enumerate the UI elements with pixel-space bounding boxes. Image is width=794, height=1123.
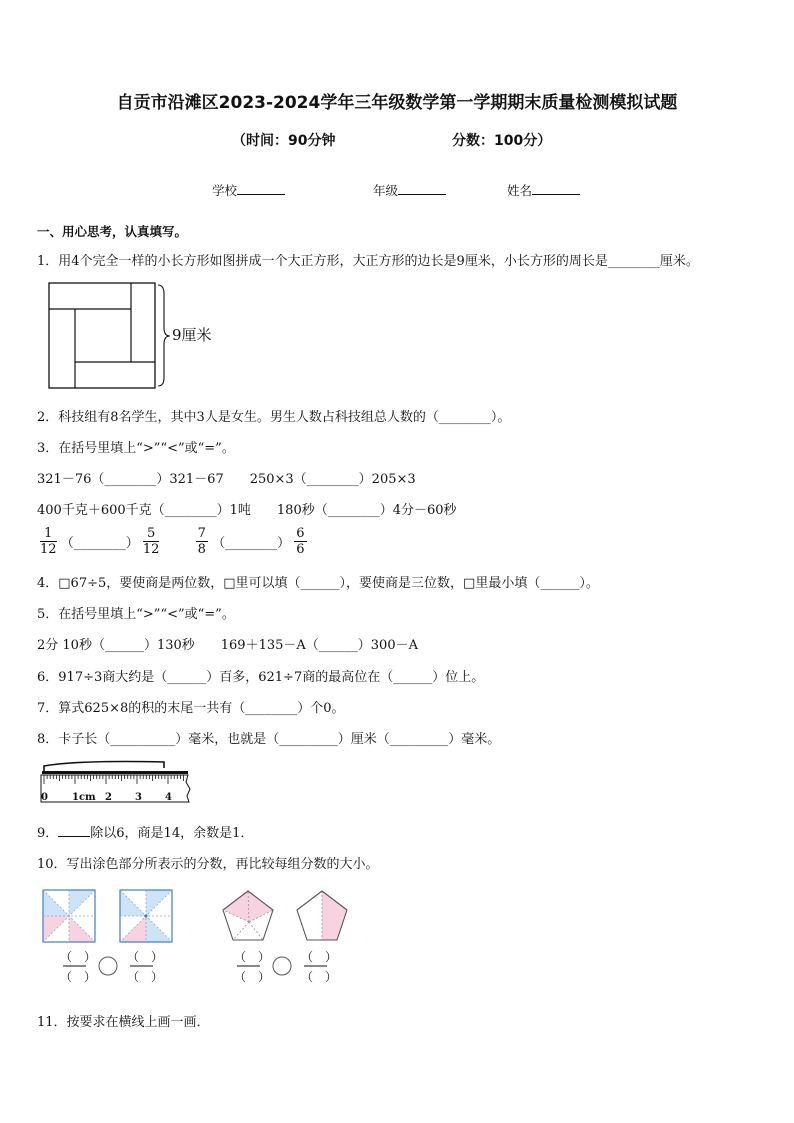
ruler-label-2: 2 <box>105 792 112 803</box>
school-blank[interactable] <box>237 182 285 195</box>
grade-label: 年级 <box>373 183 399 198</box>
answer-blank[interactable] <box>58 824 90 837</box>
ruler-label-1: 1cm <box>72 792 96 803</box>
fraction-blank-2-num[interactable]: （ ） <box>127 950 164 964</box>
pentagon-shape-1 <box>223 891 273 940</box>
compare-blank[interactable]: （________） <box>212 536 291 551</box>
grade-blank[interactable] <box>398 182 446 195</box>
question-2: 2．科技组有8名学生，其中3人是女生。男生人数占科技组总人数的（________）。 <box>37 410 511 425</box>
compare-circle-1 <box>99 957 117 975</box>
question-5-row-1: 2分 10秒（______）130秒 169＋135－A（______）300－A <box>37 638 418 653</box>
fraction-blank-4-den[interactable]: （ ） <box>301 970 338 984</box>
fraction-blank-1-den[interactable]: （ ） <box>60 970 97 984</box>
compare-circle-2 <box>273 957 291 975</box>
brace-icon <box>158 285 170 386</box>
square-shape-1 <box>43 890 95 942</box>
fraction-blank-4-num[interactable]: （ ） <box>301 950 338 964</box>
big-square <box>49 283 155 388</box>
square-shape-2 <box>120 890 172 942</box>
exam-score: 分数：100分） <box>452 133 552 149</box>
name-field <box>507 181 580 199</box>
clip-bar <box>42 771 188 774</box>
side-length-label: 9厘米 <box>172 326 212 344</box>
question-11: 11．按要求在横线上画一画． <box>37 1015 210 1030</box>
fraction: $\frac{5}{12}$ <box>142 526 160 557</box>
question-3-row-1: 321－76（________）321－67 250×3（________）205×3 <box>37 472 416 487</box>
ruler-label-3: 3 <box>135 792 142 803</box>
fraction: $\frac{1}{12}$ <box>40 526 57 557</box>
question-5: 5．在括号里填上“>”“<”或“=”。 <box>37 607 235 622</box>
fraction-blank-3-den[interactable]: （ ） <box>234 970 271 984</box>
question-4: 4．□67÷5，要使商是两位数，□里可以填（______），要使商是三位数，□里最小填（______）。 <box>37 576 599 591</box>
fraction-blank-1-num[interactable]: （ ） <box>60 950 97 964</box>
section-heading: 一、用心思考，认真填写。 <box>37 224 188 239</box>
question-8: 8．卡子长（__________）毫米，也就是（_________）厘米（_________）毫米。 <box>37 732 501 747</box>
name-blank[interactable] <box>532 182 580 195</box>
page-title: 自贡市沿滩区2023-2024学年三年级数学第一学期期末质量检测模拟试题 <box>116 93 678 113</box>
compare-blank[interactable]: （________） <box>60 536 139 551</box>
ruler-figure <box>38 758 198 806</box>
grade-field <box>373 181 446 199</box>
question-3-row-3 <box>40 526 307 557</box>
pentagon-shape-2 <box>297 891 347 940</box>
question-7: 7．算式625×8的积的末尾一共有（________）个0。 <box>37 701 345 716</box>
question-10: 10．写出涂色部分所表示的分数，再比较每组分数的大小。 <box>37 857 379 872</box>
fraction-blank-2-den[interactable]: （ ） <box>127 970 164 984</box>
name-label: 姓名 <box>507 183 533 198</box>
school-field <box>212 181 285 199</box>
question-3-row-2: 400千克＋600千克（________）1吨 180秒（________）4分－60秒 <box>37 503 457 518</box>
question-3: 3．在括号里填上“>”“<”或“=”。 <box>37 441 235 456</box>
question-9: 9． 除以6，商是14，余数是1． <box>37 826 254 841</box>
ruler-label-4: 4 <box>165 792 172 803</box>
square-rectangles-figure <box>40 280 230 392</box>
school-label: 学校 <box>212 183 238 198</box>
ruler-label-0: 0 <box>41 792 48 803</box>
fraction: $\frac{7}{8}$ <box>197 526 206 557</box>
exam-time: （时间：90分钟 <box>232 133 336 149</box>
question-6: 6．917÷3商大约是（______）百多，621÷7商的最高位在（______）位上。 <box>37 670 485 685</box>
question-1: 1．用4个完全一样的小长方形如图拼成一个大正方形，大正方形的边长是9厘米，小长方形的周长是________厘米。 <box>37 254 699 269</box>
clip-icon <box>44 762 164 773</box>
fraction-blank-3-num[interactable]: （ ） <box>234 950 271 964</box>
fraction: $\frac{6}{6}$ <box>296 526 305 557</box>
